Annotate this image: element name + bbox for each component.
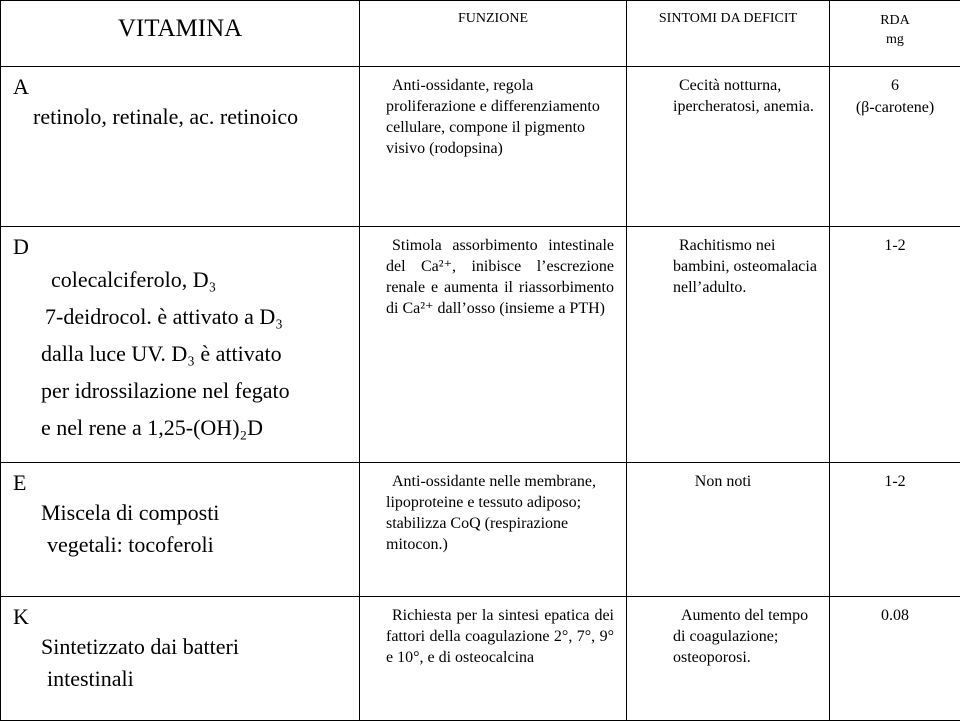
vitamin-name-line: colecalciferolo, D₃	[13, 261, 359, 298]
vitamin-cell-a	[1, 67, 360, 227]
header-rda	[830, 1, 960, 67]
vitamin-name-line: dalla luce UV. D₃ è attivato	[13, 335, 359, 372]
rda-note: (β-carotene)	[830, 97, 960, 119]
rda-value: 0.08	[830, 605, 960, 627]
sintomi-cell-e	[627, 463, 830, 597]
rda-cell-a	[830, 67, 960, 227]
table-row	[1, 597, 960, 721]
rda-value: 1-2	[830, 235, 960, 257]
funzione-text: Anti-ossidante, regola proliferazione e differenziamento cellulare, compone il pigmento visivo (rodopsina)	[386, 75, 614, 159]
rda-value: 6	[830, 75, 960, 97]
header-rda-label: RDA	[830, 11, 960, 30]
rda-cell-d	[830, 227, 960, 463]
vitamin-cell-d	[1, 227, 360, 463]
table-row	[1, 227, 960, 463]
header-vitamina: VITAMINA	[1, 1, 360, 67]
header-rda-unit: mg	[830, 30, 960, 49]
sintomi-text: Non noti	[627, 471, 819, 492]
header-row	[1, 1, 960, 67]
header-funzione: FUNZIONE	[360, 1, 627, 67]
table-row	[1, 67, 960, 227]
vitamin-name-line: retinolo, retinale, ac. retinoico	[13, 101, 359, 133]
rda-cell-k	[830, 597, 960, 721]
funzione-cell-e	[360, 463, 627, 597]
funzione-cell-d	[360, 227, 627, 463]
table-row	[1, 463, 960, 597]
funzione-text: Richiesta per la sintesi epatica dei fattori della coagulazione 2°, 7°, 9° e 10°, e di osteocalcina	[386, 605, 614, 668]
vitamin-cell-e	[1, 463, 360, 597]
sintomi-text: Rachitismo nei bambini, osteomalacia nell’adulto.	[673, 235, 819, 298]
funzione-cell-k	[360, 597, 627, 721]
sintomi-cell-d	[627, 227, 830, 463]
vitamin-letter: D	[13, 233, 359, 261]
sintomi-cell-a	[627, 67, 830, 227]
header-sintomi: SINTOMI DA DEFICIT	[627, 1, 830, 67]
vitamin-name-line: 7-deidrocol. è attivato a D₃	[13, 298, 359, 335]
funzione-text: Anti-ossidante nelle membrane, lipoproteine e tessuto adiposo; stabilizza CoQ (respirazione mitocon.)	[386, 471, 614, 555]
rda-value: 1-2	[830, 471, 960, 493]
sintomi-cell-k	[627, 597, 830, 721]
sintomi-text: Aumento del tempo di coagulazione; osteoporosi.	[673, 605, 819, 668]
vitamin-letter: K	[13, 603, 359, 631]
vitamin-name-line: intestinali	[13, 663, 359, 695]
funzione-text: Stimola assorbimento intestinale del Ca²⁺, inibisce l’escrezione renale e aumenta il riassorbimento di Ca²⁺ dall’osso (insieme a PTH)	[386, 235, 614, 319]
vitamin-letter: E	[13, 469, 359, 497]
funzione-cell-a	[360, 67, 627, 227]
vitamin-name-line: e nel rene a 1,25-(OH)₂D	[13, 409, 359, 446]
vitamin-name-line: Miscela di composti	[13, 497, 359, 529]
vitamin-name-line: vegetali: tocoferoli	[13, 529, 359, 561]
rda-cell-e	[830, 463, 960, 597]
vitamin-cell-k	[1, 597, 360, 721]
sintomi-text: Cecità notturna, ipercheratosi, anemia.	[673, 75, 819, 117]
vitamin-name-line: per idrossilazione nel fegato	[13, 372, 359, 409]
vitamin-name-line: Sintetizzato dai batteri	[13, 631, 359, 663]
vitamin-letter: A	[13, 73, 359, 101]
